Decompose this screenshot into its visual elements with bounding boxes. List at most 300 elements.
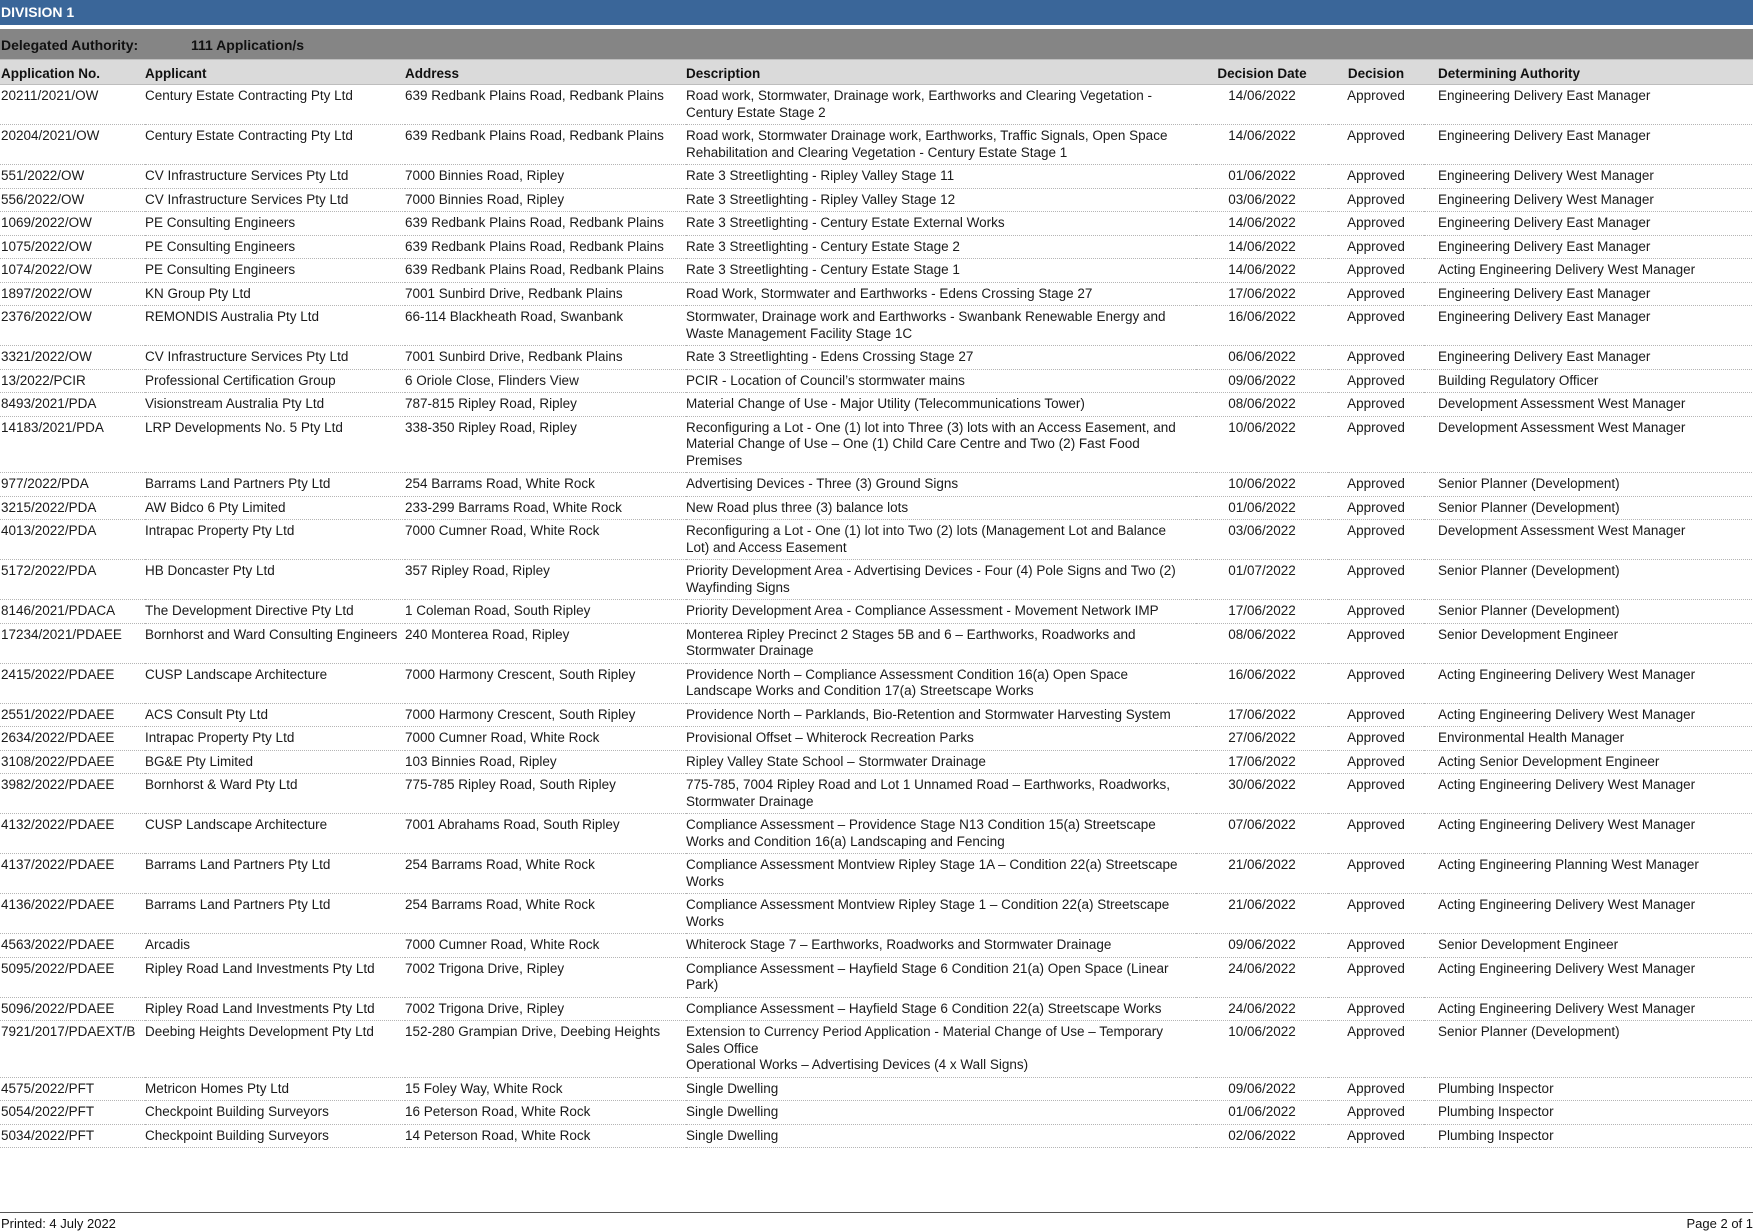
app-no-cell: 4137/2022/PDAEE <box>0 854 145 894</box>
app-no-cell: 3321/2022/OW <box>0 346 145 370</box>
authority-cell: Senior Planner (Development) <box>1424 600 1753 624</box>
decision-cell: Approved <box>1328 473 1424 497</box>
description-line: 775-785, 7004 Ripley Road and Lot 1 Unnamed Road – Earthworks, Roadworks, Stormwater Drainage <box>686 777 1188 810</box>
app-no-cell: 4013/2022/PDA <box>0 520 145 560</box>
description-cell <box>686 1101 1196 1125</box>
decision-cell: Approved <box>1328 346 1424 370</box>
app-no-cell: 14183/2021/PDA <box>0 416 145 473</box>
authority-cell: Building Regulatory Officer <box>1424 369 1753 393</box>
authority-cell: Acting Engineering Delivery West Manager <box>1424 259 1753 283</box>
decision-cell: Approved <box>1328 774 1424 814</box>
decision-date-cell: 27/06/2022 <box>1196 727 1328 751</box>
description-cell <box>686 520 1196 560</box>
col-header-decision: Decision <box>1328 60 1424 85</box>
address-cell: 7000 Binnies Road, Ripley <box>405 188 686 212</box>
printed-date: Printed: 4 July 2022 <box>1 1216 116 1231</box>
authority-cell: Senior Planner (Development) <box>1424 496 1753 520</box>
description-line: Rate 3 Streetlighting - Century Estate Stage 2 <box>686 239 1188 256</box>
app-no-cell: 2415/2022/PDAEE <box>0 663 145 703</box>
description-line: Single Dwelling <box>686 1081 1188 1098</box>
decision-cell: Approved <box>1328 520 1424 560</box>
app-no-cell: 556/2022/OW <box>0 188 145 212</box>
description-line: Compliance Assessment Montview Ripley Stage 1 – Condition 22(a) Streetscape Works <box>686 897 1188 930</box>
table-row <box>0 997 1753 1021</box>
table-row <box>0 814 1753 854</box>
applicant-cell: Professional Certification Group <box>145 369 405 393</box>
description-line: Rate 3 Streetlighting - Century Estate Stage 1 <box>686 262 1188 279</box>
address-cell: 6 Oriole Close, Flinders View <box>405 369 686 393</box>
address-cell: 7000 Cumner Road, White Rock <box>405 520 686 560</box>
authority-cell: Engineering Delivery West Manager <box>1424 165 1753 189</box>
app-no-cell: 3215/2022/PDA <box>0 496 145 520</box>
table-row <box>0 703 1753 727</box>
description-cell <box>686 854 1196 894</box>
decision-date-cell: 10/06/2022 <box>1196 1021 1328 1078</box>
applicant-cell: CUSP Landscape Architecture <box>145 814 405 854</box>
decision-cell: Approved <box>1328 814 1424 854</box>
authority-cell: Engineering Delivery East Manager <box>1424 125 1753 165</box>
description-cell <box>686 188 1196 212</box>
table-row <box>0 188 1753 212</box>
description-line: Rate 3 Streetlighting - Century Estate External Works <box>686 215 1188 232</box>
address-cell: 7000 Cumner Road, White Rock <box>405 934 686 958</box>
decision-date-cell: 14/06/2022 <box>1196 212 1328 236</box>
decision-cell: Approved <box>1328 957 1424 997</box>
app-no-cell: 4575/2022/PFT <box>0 1077 145 1101</box>
decision-date-cell: 17/06/2022 <box>1196 703 1328 727</box>
table-row <box>0 212 1753 236</box>
decision-date-cell: 17/06/2022 <box>1196 750 1328 774</box>
description-line: Reconfiguring a Lot - One (1) lot into Two (2) lots (Management Lot and Balance Lot) and Access Easement <box>686 523 1188 556</box>
decision-cell: Approved <box>1328 1021 1424 1078</box>
description-line: Compliance Assessment Montview Ripley Stage 1A – Condition 22(a) Streetscape Works <box>686 857 1188 890</box>
authority-cell: Development Assessment West Manager <box>1424 416 1753 473</box>
table-row <box>0 934 1753 958</box>
authority-cell: Engineering Delivery West Manager <box>1424 188 1753 212</box>
description-line: Reconfiguring a Lot - One (1) lot into Three (3) lots with an Access Easement, and Material Change of Use – One (1) Child Care Centre and Two (2) Fast Food Premises <box>686 420 1188 470</box>
app-no-cell: 4132/2022/PDAEE <box>0 814 145 854</box>
description-cell <box>686 496 1196 520</box>
description-cell <box>686 727 1196 751</box>
col-header-applicant: Applicant <box>145 60 405 85</box>
description-cell <box>686 369 1196 393</box>
authority-cell: Engineering Delivery East Manager <box>1424 346 1753 370</box>
description-line: Whiterock Stage 7 – Earthworks, Roadworks and Stormwater Drainage <box>686 937 1188 954</box>
description-cell <box>686 416 1196 473</box>
description-line: Monterea Ripley Precinct 2 Stages 5B and 6 – Earthworks, Roadworks and Stormwater Drainage <box>686 627 1188 660</box>
address-cell: 152-280 Grampian Drive, Deebing Heights <box>405 1021 686 1078</box>
header-row <box>0 60 1753 85</box>
applicant-cell: Metricon Homes Pty Ltd <box>145 1077 405 1101</box>
decision-cell: Approved <box>1328 560 1424 600</box>
authority-cell: Plumbing Inspector <box>1424 1124 1753 1148</box>
description-line: Priority Development Area - Compliance Assessment - Movement Network IMP <box>686 603 1188 620</box>
authority-cell: Engineering Delivery East Manager <box>1424 306 1753 346</box>
authority-cell: Acting Engineering Delivery West Manager <box>1424 894 1753 934</box>
address-cell: 338-350 Ripley Road, Ripley <box>405 416 686 473</box>
decision-cell: Approved <box>1328 165 1424 189</box>
decision-cell: Approved <box>1328 600 1424 624</box>
description-line: Road Work, Stormwater and Earthworks - Edens Crossing Stage 27 <box>686 286 1188 303</box>
description-line: Advertising Devices - Three (3) Ground Signs <box>686 476 1188 493</box>
applicant-cell: Century Estate Contracting Pty Ltd <box>145 85 405 125</box>
app-no-cell: 20211/2021/OW <box>0 85 145 125</box>
app-no-cell: 4563/2022/PDAEE <box>0 934 145 958</box>
address-cell: 66-114 Blackheath Road, Swanbank <box>405 306 686 346</box>
table-row <box>0 259 1753 283</box>
authority-cell: Acting Engineering Delivery West Manager <box>1424 663 1753 703</box>
decision-date-cell: 21/06/2022 <box>1196 894 1328 934</box>
description-cell <box>686 282 1196 306</box>
address-cell: 7002 Trigona Drive, Ripley <box>405 957 686 997</box>
address-cell: 7001 Abrahams Road, South Ripley <box>405 814 686 854</box>
decision-cell: Approved <box>1328 750 1424 774</box>
delegated-authority-bar <box>0 29 1753 59</box>
decision-cell: Approved <box>1328 259 1424 283</box>
description-cell <box>686 997 1196 1021</box>
description-cell <box>686 750 1196 774</box>
description-line: Priority Development Area - Advertising Devices - Four (4) Pole Signs and Two (2) Wayfinding Signs <box>686 563 1188 596</box>
applicant-cell: ACS Consult Pty Ltd <box>145 703 405 727</box>
app-no-cell: 13/2022/PCIR <box>0 369 145 393</box>
decision-date-cell: 01/06/2022 <box>1196 165 1328 189</box>
authority-cell: Engineering Delivery East Manager <box>1424 85 1753 125</box>
applicant-cell: Arcadis <box>145 934 405 958</box>
col-header-application-no: Application No. <box>0 60 145 85</box>
decision-cell: Approved <box>1328 85 1424 125</box>
address-cell: 639 Redbank Plains Road, Redbank Plains <box>405 235 686 259</box>
table-body <box>0 85 1753 1148</box>
authority-cell: Acting Engineering Delivery West Manager <box>1424 703 1753 727</box>
app-no-cell: 17234/2021/PDAEE <box>0 623 145 663</box>
description-line: Stormwater, Drainage work and Earthworks - Swanbank Renewable Energy and Waste Management Facility Stage 1C <box>686 309 1188 342</box>
decision-date-cell: 14/06/2022 <box>1196 125 1328 165</box>
division-header <box>0 0 1753 25</box>
description-cell <box>686 934 1196 958</box>
address-cell: 7000 Binnies Road, Ripley <box>405 165 686 189</box>
address-cell: 7001 Sunbird Drive, Redbank Plains <box>405 282 686 306</box>
description-line: Rate 3 Streetlighting - Edens Crossing Stage 27 <box>686 349 1188 366</box>
address-cell: 103 Binnies Road, Ripley <box>405 750 686 774</box>
table-row <box>0 663 1753 703</box>
authority-cell: Acting Engineering Delivery West Manager <box>1424 957 1753 997</box>
page-number: Page 2 of 1 <box>1687 1216 1753 1231</box>
applicant-cell: PE Consulting Engineers <box>145 235 405 259</box>
decision-date-cell: 24/06/2022 <box>1196 997 1328 1021</box>
decision-date-cell: 30/06/2022 <box>1196 774 1328 814</box>
description-cell <box>686 814 1196 854</box>
division-title: DIVISION 1 <box>1 4 74 20</box>
applicant-cell: CV Infrastructure Services Pty Ltd <box>145 188 405 212</box>
applicant-cell: Checkpoint Building Surveyors <box>145 1101 405 1125</box>
description-line: Compliance Assessment – Providence Stage N13 Condition 15(a) Streetscape Works and Condition 16(a) Landscaping and Fencing <box>686 817 1188 850</box>
decision-date-cell: 02/06/2022 <box>1196 1124 1328 1148</box>
page-footer <box>0 1212 1753 1228</box>
description-cell <box>686 212 1196 236</box>
decision-date-cell: 06/06/2022 <box>1196 346 1328 370</box>
address-cell: 775-785 Ripley Road, South Ripley <box>405 774 686 814</box>
app-no-cell: 5034/2022/PFT <box>0 1124 145 1148</box>
table-header <box>0 60 1753 85</box>
decision-date-cell: 03/06/2022 <box>1196 520 1328 560</box>
app-no-cell: 5172/2022/PDA <box>0 560 145 600</box>
description-line: Single Dwelling <box>686 1104 1188 1121</box>
app-no-cell: 1897/2022/OW <box>0 282 145 306</box>
app-no-cell: 8146/2021/PDACA <box>0 600 145 624</box>
description-line: Rate 3 Streetlighting - Ripley Valley Stage 12 <box>686 192 1188 209</box>
decision-date-cell: 01/06/2022 <box>1196 1101 1328 1125</box>
app-no-cell: 2551/2022/PDAEE <box>0 703 145 727</box>
address-cell: 639 Redbank Plains Road, Redbank Plains <box>405 85 686 125</box>
app-no-cell: 20204/2021/OW <box>0 125 145 165</box>
description-line: Provisional Offset – Whiterock Recreation Parks <box>686 730 1188 747</box>
applicant-cell: HB Doncaster Pty Ltd <box>145 560 405 600</box>
description-cell <box>686 259 1196 283</box>
decision-date-cell: 08/06/2022 <box>1196 393 1328 417</box>
applicant-cell: PE Consulting Engineers <box>145 212 405 236</box>
description-cell <box>686 473 1196 497</box>
app-no-cell: 8493/2021/PDA <box>0 393 145 417</box>
applicant-cell: Barrams Land Partners Pty Ltd <box>145 854 405 894</box>
table-row <box>0 1021 1753 1078</box>
applicant-cell: AW Bidco 6 Pty Limited <box>145 496 405 520</box>
decision-cell: Approved <box>1328 188 1424 212</box>
authority-cell: Environmental Health Manager <box>1424 727 1753 751</box>
decision-date-cell: 21/06/2022 <box>1196 854 1328 894</box>
authority-cell: Acting Senior Development Engineer <box>1424 750 1753 774</box>
decision-cell: Approved <box>1328 212 1424 236</box>
authority-cell: Engineering Delivery East Manager <box>1424 212 1753 236</box>
decision-date-cell: 07/06/2022 <box>1196 814 1328 854</box>
description-cell <box>686 623 1196 663</box>
applicant-cell: BG&E Pty Limited <box>145 750 405 774</box>
decision-cell: Approved <box>1328 854 1424 894</box>
table-row <box>0 235 1753 259</box>
authority-cell: Plumbing Inspector <box>1424 1077 1753 1101</box>
description-cell <box>686 1124 1196 1148</box>
table-row <box>0 520 1753 560</box>
decision-date-cell: 09/06/2022 <box>1196 369 1328 393</box>
app-no-cell: 5095/2022/PDAEE <box>0 957 145 997</box>
table-row <box>0 600 1753 624</box>
decision-cell: Approved <box>1328 1124 1424 1148</box>
authority-cell: Development Assessment West Manager <box>1424 393 1753 417</box>
decision-cell: Approved <box>1328 623 1424 663</box>
table-row <box>0 369 1753 393</box>
table-row <box>0 496 1753 520</box>
description-line: Compliance Assessment – Hayfield Stage 6 Condition 21(a) Open Space (Linear Park) <box>686 961 1188 994</box>
decision-cell: Approved <box>1328 1101 1424 1125</box>
applicant-cell: Bornhorst & Ward Pty Ltd <box>145 774 405 814</box>
description-cell <box>686 85 1196 125</box>
applicant-cell: Ripley Road Land Investments Pty Ltd <box>145 997 405 1021</box>
decision-cell: Approved <box>1328 369 1424 393</box>
authority-cell: Senior Planner (Development) <box>1424 473 1753 497</box>
col-header-decision-date: Decision Date <box>1196 60 1328 85</box>
decision-cell: Approved <box>1328 997 1424 1021</box>
description-cell <box>686 1021 1196 1078</box>
table-row <box>0 750 1753 774</box>
applicant-cell: The Development Directive Pty Ltd <box>145 600 405 624</box>
table-row <box>0 282 1753 306</box>
decision-date-cell: 14/06/2022 <box>1196 235 1328 259</box>
description-cell <box>686 774 1196 814</box>
decision-date-cell: 17/06/2022 <box>1196 600 1328 624</box>
decision-date-cell: 14/06/2022 <box>1196 259 1328 283</box>
description-line: Compliance Assessment – Hayfield Stage 6 Condition 22(a) Streetscape Works <box>686 1001 1188 1018</box>
address-cell: 7000 Harmony Crescent, South Ripley <box>405 703 686 727</box>
table-row <box>0 125 1753 165</box>
table-row <box>0 854 1753 894</box>
applications-table <box>0 59 1753 1148</box>
description-cell <box>686 600 1196 624</box>
decision-cell: Approved <box>1328 393 1424 417</box>
authority-cell: Engineering Delivery East Manager <box>1424 235 1753 259</box>
address-cell: 254 Barrams Road, White Rock <box>405 854 686 894</box>
address-cell: 15 Foley Way, White Rock <box>405 1077 686 1101</box>
description-line: PCIR - Location of Council’s stormwater mains <box>686 373 1188 390</box>
description-cell <box>686 663 1196 703</box>
table-row <box>0 346 1753 370</box>
decision-date-cell: 03/06/2022 <box>1196 188 1328 212</box>
decision-cell: Approved <box>1328 663 1424 703</box>
applicant-cell: Intrapac Property Pty Ltd <box>145 520 405 560</box>
applicant-cell: Bornhorst and Ward Consulting Engineers <box>145 623 405 663</box>
description-line: Extension to Currency Period Application - Material Change of Use – Temporary Sales Office <box>686 1024 1188 1057</box>
app-no-cell: 3108/2022/PDAEE <box>0 750 145 774</box>
description-cell <box>686 703 1196 727</box>
description-line: Providence North – Parklands, Bio-Retention and Stormwater Harvesting System <box>686 707 1188 724</box>
table-row <box>0 623 1753 663</box>
description-line: Road work, Stormwater Drainage work, Earthworks, Traffic Signals, Open Space Rehabilitation and Clearing Vegetation - Century Estate Stage 1 <box>686 128 1188 161</box>
description-cell <box>686 346 1196 370</box>
decision-cell: Approved <box>1328 703 1424 727</box>
decision-cell: Approved <box>1328 934 1424 958</box>
authority-cell: Senior Planner (Development) <box>1424 560 1753 600</box>
table-row <box>0 774 1753 814</box>
app-no-cell: 4136/2022/PDAEE <box>0 894 145 934</box>
decision-cell: Approved <box>1328 496 1424 520</box>
authority-cell: Plumbing Inspector <box>1424 1101 1753 1125</box>
address-cell: 254 Barrams Road, White Rock <box>405 473 686 497</box>
applicant-cell: PE Consulting Engineers <box>145 259 405 283</box>
applicant-cell: CV Infrastructure Services Pty Ltd <box>145 346 405 370</box>
app-no-cell: 977/2022/PDA <box>0 473 145 497</box>
decision-cell: Approved <box>1328 894 1424 934</box>
authority-cell: Development Assessment West Manager <box>1424 520 1753 560</box>
decision-cell: Approved <box>1328 727 1424 751</box>
address-cell: 233-299 Barrams Road, White Rock <box>405 496 686 520</box>
authority-cell: Senior Development Engineer <box>1424 623 1753 663</box>
address-cell: 1 Coleman Road, South Ripley <box>405 600 686 624</box>
app-no-cell: 3982/2022/PDAEE <box>0 774 145 814</box>
address-cell: 7000 Harmony Crescent, South Ripley <box>405 663 686 703</box>
authority-cell: Acting Engineering Delivery West Manager <box>1424 814 1753 854</box>
description-cell <box>686 125 1196 165</box>
address-cell: 357 Ripley Road, Ripley <box>405 560 686 600</box>
app-no-cell: 1069/2022/OW <box>0 212 145 236</box>
col-header-description: Description <box>686 60 1196 85</box>
address-cell: 639 Redbank Plains Road, Redbank Plains <box>405 125 686 165</box>
description-cell <box>686 235 1196 259</box>
description-line: Material Change of Use - Major Utility (Telecommunications Tower) <box>686 396 1188 413</box>
decision-date-cell: 01/06/2022 <box>1196 496 1328 520</box>
applicant-cell: Ripley Road Land Investments Pty Ltd <box>145 957 405 997</box>
description-line: Rate 3 Streetlighting - Ripley Valley Stage 11 <box>686 168 1188 185</box>
decision-date-cell: 09/06/2022 <box>1196 1077 1328 1101</box>
decision-cell: Approved <box>1328 1077 1424 1101</box>
table-row <box>0 393 1753 417</box>
table-row <box>0 473 1753 497</box>
address-cell: 7001 Sunbird Drive, Redbank Plains <box>405 346 686 370</box>
authority-cell: Engineering Delivery East Manager <box>1424 282 1753 306</box>
app-no-cell: 5096/2022/PDAEE <box>0 997 145 1021</box>
description-cell <box>686 560 1196 600</box>
authority-cell: Acting Engineering Delivery West Manager <box>1424 774 1753 814</box>
decision-cell: Approved <box>1328 416 1424 473</box>
decision-cell: Approved <box>1328 235 1424 259</box>
table-row <box>0 1101 1753 1125</box>
app-no-cell: 1074/2022/OW <box>0 259 145 283</box>
authority-cell: Senior Development Engineer <box>1424 934 1753 958</box>
address-cell: 240 Monterea Road, Ripley <box>405 623 686 663</box>
decision-date-cell: 10/06/2022 <box>1196 473 1328 497</box>
description-cell <box>686 894 1196 934</box>
description-line: Single Dwelling <box>686 1128 1188 1145</box>
description-line: New Road plus three (3) balance lots <box>686 500 1188 517</box>
decision-date-cell: 16/06/2022 <box>1196 663 1328 703</box>
table-row <box>0 560 1753 600</box>
table-row <box>0 416 1753 473</box>
decision-date-cell: 24/06/2022 <box>1196 957 1328 997</box>
table-row <box>0 1124 1753 1148</box>
description-line: Providence North – Compliance Assessment Condition 16(a) Open Space Landscape Works and Condition 17(a) Streetscape Works <box>686 667 1188 700</box>
description-cell <box>686 957 1196 997</box>
applicant-cell: Deebing Heights Development Pty Ltd <box>145 1021 405 1078</box>
decision-date-cell: 14/06/2022 <box>1196 85 1328 125</box>
authority-cell: Senior Planner (Development) <box>1424 1021 1753 1078</box>
decision-date-cell: 08/06/2022 <box>1196 623 1328 663</box>
decision-date-cell: 16/06/2022 <box>1196 306 1328 346</box>
table-row <box>0 85 1753 125</box>
decision-date-cell: 17/06/2022 <box>1196 282 1328 306</box>
description-cell <box>686 165 1196 189</box>
applicant-cell: Century Estate Contracting Pty Ltd <box>145 125 405 165</box>
applicant-cell: Checkpoint Building Surveyors <box>145 1124 405 1148</box>
description-cell <box>686 306 1196 346</box>
table-row <box>0 894 1753 934</box>
address-cell: 16 Peterson Road, White Rock <box>405 1101 686 1125</box>
applicant-cell: Intrapac Property Pty Ltd <box>145 727 405 751</box>
decision-cell: Approved <box>1328 306 1424 346</box>
address-cell: 7000 Cumner Road, White Rock <box>405 727 686 751</box>
table-row <box>0 165 1753 189</box>
address-cell: 14 Peterson Road, White Rock <box>405 1124 686 1148</box>
description-line: Road work, Stormwater, Drainage work, Earthworks and Clearing Vegetation - Century Estate Stage 2 <box>686 88 1188 121</box>
app-no-cell: 5054/2022/PFT <box>0 1101 145 1125</box>
applicant-cell: CUSP Landscape Architecture <box>145 663 405 703</box>
description-cell <box>686 393 1196 417</box>
table-row <box>0 727 1753 751</box>
authority-cell: Acting Engineering Planning West Manager <box>1424 854 1753 894</box>
table-row <box>0 1077 1753 1101</box>
decision-date-cell: 09/06/2022 <box>1196 934 1328 958</box>
address-cell: 787-815 Ripley Road, Ripley <box>405 393 686 417</box>
decision-date-cell: 01/07/2022 <box>1196 560 1328 600</box>
description-cell <box>686 1077 1196 1101</box>
description-line: Ripley Valley State School – Stormwater Drainage <box>686 754 1188 771</box>
table-row <box>0 957 1753 997</box>
